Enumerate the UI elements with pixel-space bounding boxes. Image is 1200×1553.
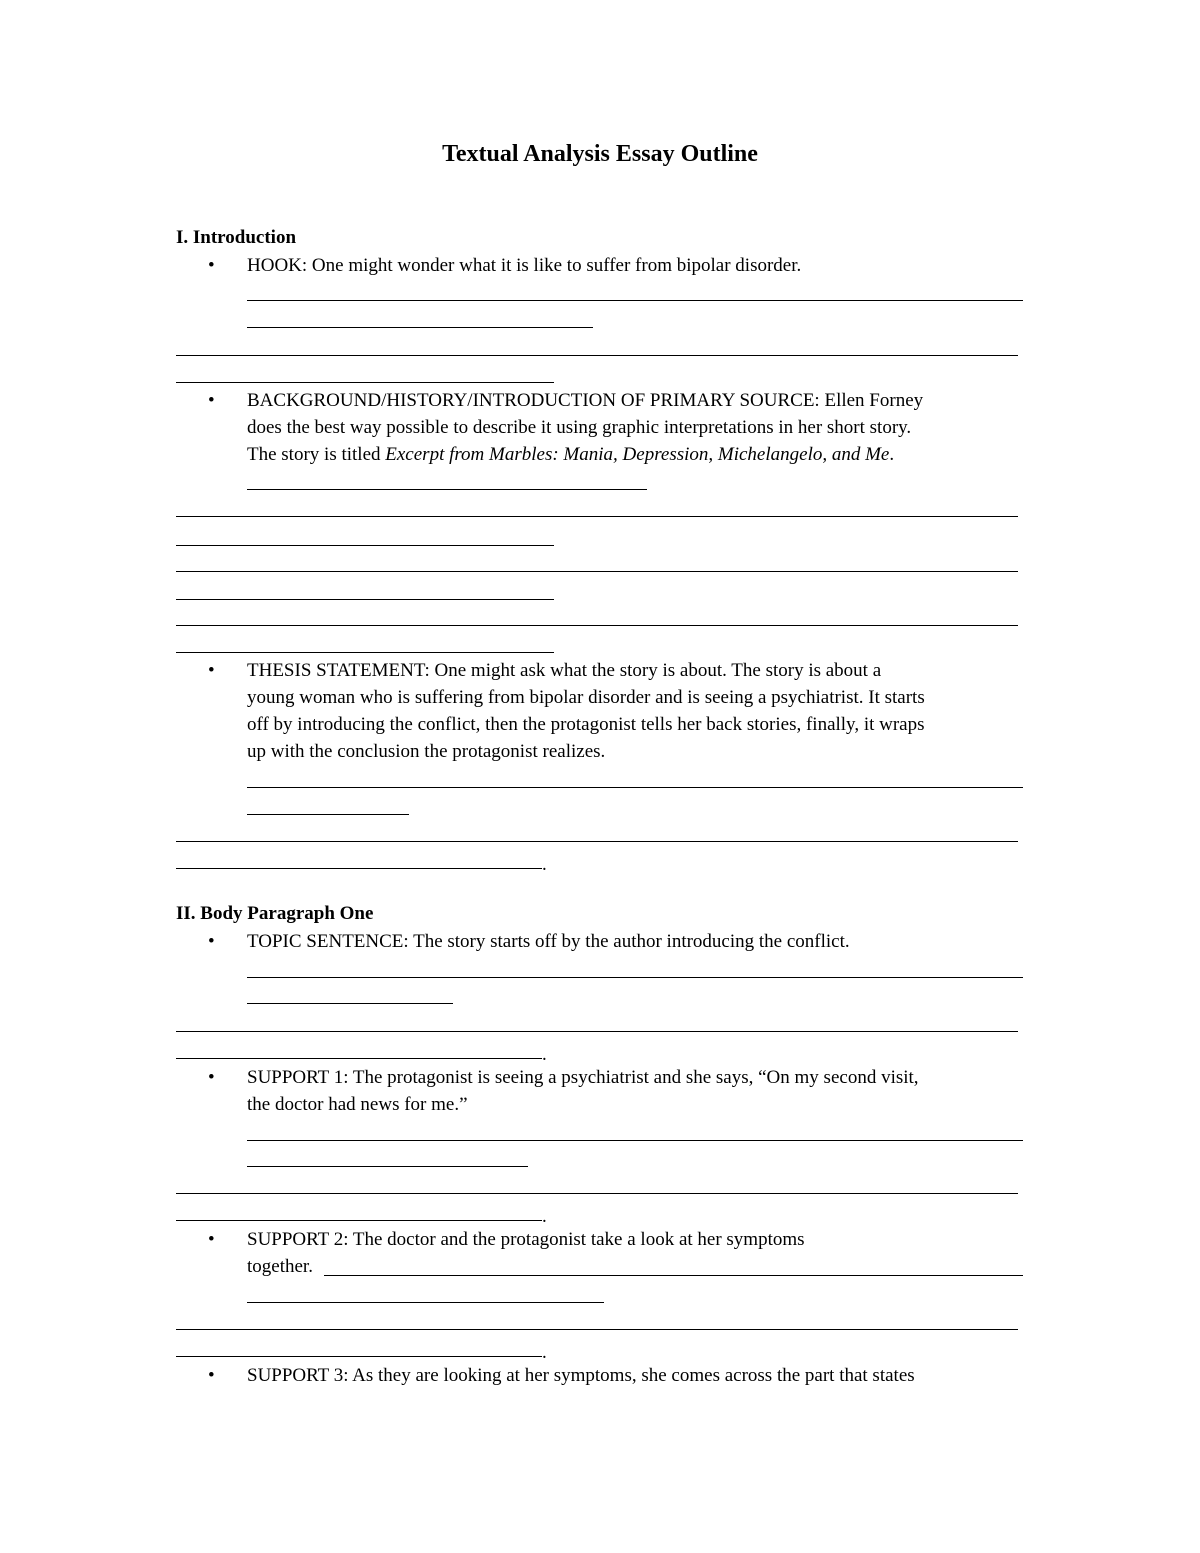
line-end-period: . [542, 1206, 547, 1227]
bullet-topic: • [208, 931, 215, 952]
thesis-line-4: up with the conclusion the protagonist realizes. [247, 741, 606, 762]
primary-source-title: Excerpt from Marbles: Mania, Depression, Michelangelo, and Me [385, 444, 890, 465]
background-line-2: does the best way possible to describe it using graphic interpretations in her short story. [247, 417, 912, 438]
background-line-3-suffix: . [889, 444, 895, 465]
answer-line [176, 516, 1018, 517]
answer-line [176, 652, 554, 653]
answer-line [247, 1140, 1023, 1141]
bullet-support-3: • [208, 1365, 215, 1386]
support-1-line-2: the doctor had news for me.” [247, 1094, 468, 1115]
thesis-line-2: young woman who is suffering from bipolar disorder and is seeing a psychiatrist. It starts [247, 687, 925, 708]
answer-line [247, 814, 409, 815]
bullet-background: • [208, 390, 215, 411]
answer-line [176, 625, 1018, 626]
line-end-period: . [542, 854, 547, 875]
answer-line [176, 571, 1018, 572]
line-end-period: . [542, 1342, 547, 1363]
line-end-period: . [542, 1044, 547, 1065]
answer-line [176, 1329, 1018, 1330]
answer-line [176, 841, 1018, 842]
thesis-line-3: off by introducing the conflict, then the protagonist tells her back stories, finally, it wraps [247, 714, 925, 735]
answer-line [176, 1193, 1018, 1194]
background-line-3-prefix: The story is titled [247, 444, 386, 465]
answer-line [176, 1031, 1018, 1032]
answer-line [176, 1220, 542, 1221]
document-title: Textual Analysis Essay Outline [442, 141, 758, 167]
answer-line [247, 787, 1023, 788]
support-2-line-1: SUPPORT 2: The doctor and the protagonist take a look at her symptoms [247, 1229, 805, 1250]
answer-line [247, 1166, 528, 1167]
bullet-hook: • [208, 255, 215, 276]
answer-line [247, 977, 1023, 978]
answer-line [324, 1275, 1023, 1276]
answer-line [247, 300, 1023, 301]
hook-text: HOOK: One might wonder what it is like to suffer from bipolar disorder. [247, 255, 802, 276]
answer-line [176, 355, 1018, 356]
answer-line [247, 1003, 453, 1004]
bullet-support-2: • [208, 1229, 215, 1250]
section-heading-introduction: I. Introduction [176, 227, 297, 248]
background-line-3 [247, 441, 894, 468]
answer-line [247, 327, 593, 328]
answer-line [176, 1356, 542, 1357]
answer-line [176, 868, 542, 869]
answer-line [176, 545, 554, 546]
background-line-1: BACKGROUND/HISTORY/INTRODUCTION OF PRIMARY SOURCE: Ellen Forney [247, 390, 924, 411]
answer-line [176, 1058, 542, 1059]
topic-sentence-text: TOPIC SENTENCE: The story starts off by the author introducing the conflict. [247, 931, 850, 952]
bullet-thesis: • [208, 660, 215, 681]
answer-line [176, 599, 554, 600]
answer-line [247, 1302, 604, 1303]
answer-line [176, 382, 554, 383]
support-1-line-1: SUPPORT 1: The protagonist is seeing a psychiatrist and she says, “On my second visit, [247, 1067, 919, 1088]
section-heading-body-paragraph-one: II. Body Paragraph One [176, 903, 374, 924]
thesis-line-1: THESIS STATEMENT: One might ask what the story is about. The story is about a [247, 660, 882, 681]
answer-line [247, 489, 647, 490]
support-2-line-2: together. [247, 1256, 313, 1277]
support-3-line-1: SUPPORT 3: As they are looking at her symptoms, she comes across the part that states [247, 1365, 915, 1386]
bullet-support-1: • [208, 1067, 215, 1088]
